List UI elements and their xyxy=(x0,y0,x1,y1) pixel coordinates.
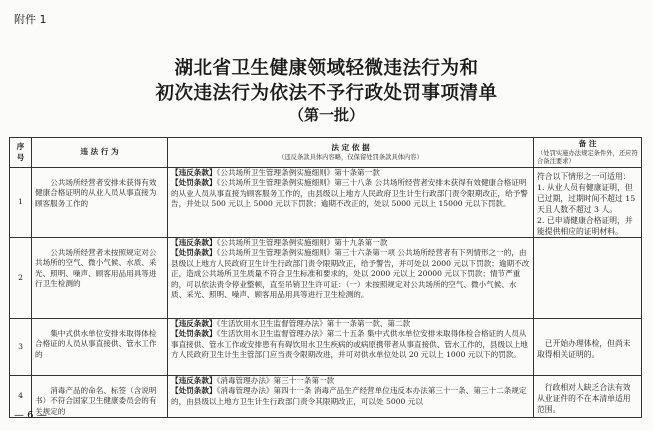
clause-text: 《公共场所卫生管理条例实施细则》第三十八条 公共场所经营者安排未获得有效健康合格证明的从业人员从事直接为顾客服务工作的，由县级以上地方人民政府卫生计生行政部门责令限期改正，给予警告，并处以 500 元以上 5000 元以下罚款；逾期不改正的，处以 5000 元以上 15000 元以下罚款。 xyxy=(171,178,528,209)
row-remark xyxy=(534,319,642,376)
clause-tag: 【处罚条款】 xyxy=(171,248,217,258)
clause-tag: 【违反条款】 xyxy=(171,238,217,247)
clause-tag: 【违反条款】 xyxy=(171,319,217,328)
clause-text: 《公共场所卫生管理条例实施细则》第十条第一款 xyxy=(216,168,380,177)
clause-text: 《公共场所卫生管理条例实施细则》第三十六条第一项 公共场所经营者有下列情形之一的，由县级以上地方人民政府卫生计生行政部门责令限期改正，给予警告，并可处以 2000 元以下罚款；逾期不改正，造成公共场所卫生质量不符合卫生标准和要求的，处以 2000 元以上 20000 元以下罚款；情节严重的，可以依法责令停业整顿，直至吊销卫生许可证：（一）未按照规定对公共场所的空气、微小气候、水质、采光、照明、噪声、顾客用品用具等进行卫生检测的。 xyxy=(171,248,530,300)
clause-text: 《消毒管理办法》第三十一条第一款 xyxy=(216,376,335,385)
title-line-2: 初次违法行为依法不予行政处罚事项清单 xyxy=(155,83,498,104)
table-row xyxy=(10,238,642,319)
basis-clause xyxy=(171,319,530,329)
header-seq: 序号 xyxy=(10,138,32,168)
row-seq: 4 xyxy=(10,376,32,418)
header-remark-label: 备 注 xyxy=(578,139,597,149)
penalty-list-table xyxy=(9,137,642,418)
row-basis xyxy=(168,168,534,238)
header-basis-note: （违反条款具体内容略，仅保留处罚条款具体内容） xyxy=(278,153,423,161)
header-remark xyxy=(534,138,642,168)
header-basis-label: 法 定 依 据 xyxy=(331,143,370,153)
basis-clause xyxy=(171,178,530,209)
header-behavior: 违 法 行 为 xyxy=(32,138,168,168)
clause-tag: 【处罚条款】 xyxy=(171,386,217,396)
row-basis xyxy=(168,238,534,319)
table-row xyxy=(10,168,642,238)
row-remark xyxy=(534,376,642,418)
clause-tag: 【处罚条款】 xyxy=(171,178,217,188)
attachment-label: 附件 1 xyxy=(14,13,47,26)
remark-line: 1. 从业人员有健康证明，但已过期，过期时间不超过 15 天且人数不超过 3 人。 xyxy=(537,183,636,214)
clause-tag: 【违反条款】 xyxy=(171,168,217,177)
remark-line: 2. 已申请健康合格证明，并能提供相应的证明材料。 xyxy=(537,216,633,236)
remark-line: 行政相对人缺乏合法有效从业证件的不在本清单适用范围。 xyxy=(537,382,631,414)
header-basis xyxy=(168,138,534,168)
row-remark xyxy=(534,238,642,319)
row-seq: 1 xyxy=(10,168,32,238)
row-seq: 3 xyxy=(10,319,32,376)
basis-clause xyxy=(171,168,530,178)
basis-clause xyxy=(171,376,530,386)
clause-text: 《消毒管理办法》第四十一条 消毒产品生产经营单位违反本办法第三十一条、第三十二条规定的，由县级以上地方卫生计生行政部门责令其限期改正，可以处 5000 元以 xyxy=(171,386,527,406)
table-row xyxy=(10,319,642,376)
title-line-1: 湖北省卫生健康领域轻微违法行为和 xyxy=(174,58,479,79)
clause-text: 《生活饮用水卫生监督管理办法》第十一条第一款、第二款 xyxy=(216,319,411,328)
page-footer: — 6 — xyxy=(14,410,47,421)
remark-line: 已开始办理体检，但尚未取得相关证明的。 xyxy=(537,338,631,359)
clause-text: 《公共场所卫生管理条例实施细则》第十九条第一款 xyxy=(216,238,388,247)
clause-tag: 【违反条款】 xyxy=(171,376,217,385)
header-remark-note: （处罚实施办法规定条件外，还应符合备注要求） xyxy=(537,149,638,165)
row-basis xyxy=(168,376,534,418)
row-basis xyxy=(168,319,534,376)
row-behavior: 消毒产品的命名、标签（含说明书）不符合国家卫生健康委员会的有关规定的 xyxy=(32,376,168,418)
clause-tag: 【处罚条款】 xyxy=(171,329,217,339)
clause-text: 《生活饮用水卫生监督管理办法》第二十五条 集中式供水单位安排未取得体检合格证的人员从事直接供、管水工作或安排患有有碍饮用水卫生疾病的或病原携带者从事直接供、管水工作的，县级以上地方人民政府卫生计生主管部门应当责令限期改进，并可对供水单位处以 20 元以上 1000 元以下的罚款。 xyxy=(171,329,528,360)
row-behavior: 集中式供水单位安排未取得体检合格证的人员从事直接供、管水工作的 xyxy=(32,319,168,376)
row-behavior: 公共场所经营者安排未获得有效健康合格证明的从业人员从事直接为顾客服务工作的 xyxy=(32,168,168,238)
row-behavior: 公共场所经营者未按照规定对公共场所的空气、微小气候、水质、采光、照明、噪声、顾客用品用具等进行卫生检测的 xyxy=(32,238,168,319)
basis-clause xyxy=(171,238,530,248)
remark-line: 符合以下情形之一可适用： xyxy=(537,172,631,181)
table-row xyxy=(10,376,642,418)
row-remark xyxy=(534,168,642,238)
basis-clause xyxy=(171,386,530,407)
basis-clause xyxy=(171,248,530,300)
basis-clause xyxy=(171,329,530,360)
row-seq: 2 xyxy=(10,238,32,319)
subtitle: （第一批） xyxy=(288,106,364,124)
